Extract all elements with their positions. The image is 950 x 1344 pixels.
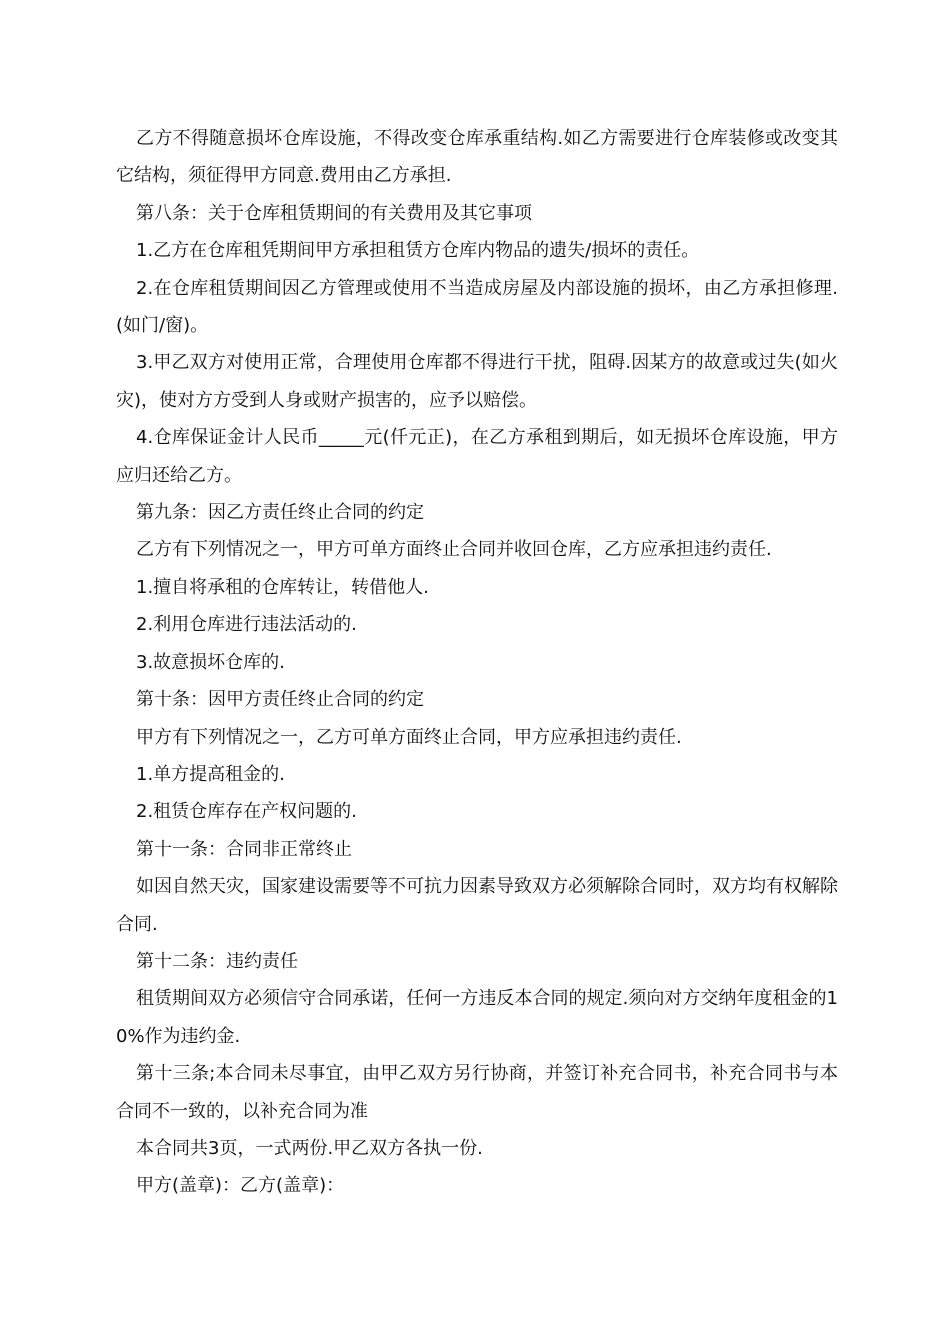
- article-8-heading: 第八条：关于仓库租赁期间的有关费用及其它事项: [136, 202, 532, 224]
- article-10-intro: 甲方有下列情况之一，乙方可单方面终止合同，甲方应承担违约责任.: [136, 726, 682, 748]
- signature-line: 甲方(盖章)：乙方(盖章)：: [136, 1175, 345, 1197]
- article-10-heading: 第十条：因甲方责任终止合同的约定: [136, 689, 424, 711]
- document-body: [116, 120, 838, 1205]
- article-11-heading: 第十一条：合同非正常终止: [136, 838, 352, 860]
- article-8-item-4: 4.仓库保证金计人民币_____元(仟元正)，在乙方承租到期后，如无损坏仓库设施，甲方应归还给乙方。: [116, 427, 838, 486]
- article-10-item-1: 1.单方提高租金的.: [136, 763, 285, 785]
- article-12-body: 租赁期间双方必须信守合同承诺，任何一方违反本合同的规定.须向对方交纳年度租金的10%作为违约金.: [116, 988, 838, 1047]
- article-9-intro: 乙方有下列情况之一，甲方可单方面终止合同并收回仓库，乙方应承担违约责任.: [136, 539, 772, 561]
- article-11-body: 如因自然天灾，国家建设需要等不可抗力因素导致双方必须解除合同时，双方均有权解除合同.: [116, 876, 838, 935]
- article-9-item-3: 3.故意损坏仓库的.: [136, 651, 285, 673]
- article-8-item-3: 3.甲乙双方对使用正常，合理使用仓库都不得进行干扰，阻碍.因某方的故意或过失(如火灾)，使对方方受到人身或财产损害的，应予以赔偿。: [116, 352, 838, 411]
- article-12-heading: 第十二条：违约责任: [136, 950, 298, 972]
- article-13-body: 第十三条;本合同未尽事宜，由甲乙双方另行协商，并签订补充合同书，补充合同书与本合同不一致的，以补充合同为准: [116, 1063, 838, 1122]
- copies-statement: 本合同共3页，一式两份.甲乙双方各执一份.: [136, 1137, 483, 1159]
- article-9-item-1: 1.擅自将承租的仓库转让，转借他人.: [136, 576, 429, 598]
- article-8-item-1: 1.乙方在仓库租凭期间甲方承担租赁方仓库内物品的遗失/损坏的责任。: [136, 240, 700, 262]
- article-9-heading: 第九条：因乙方责任终止合同的约定: [136, 502, 424, 524]
- article-9-item-2: 2.利用仓库进行违法活动的.: [136, 614, 357, 636]
- paragraph-warehouse-structure: 乙方不得随意损坏仓库设施，不得改变仓库承重结构.如乙方需要进行仓库装修或改变其它结构，须征得甲方同意.费用由乙方承担.: [116, 128, 838, 187]
- article-8-item-2: 2.在仓库租赁期间因乙方管理或使用不当造成房屋及内部设施的损坏，由乙方承担修理.(如门/窗)。: [116, 277, 838, 337]
- article-10-item-2: 2.租赁仓库存在产权问题的.: [136, 801, 357, 823]
